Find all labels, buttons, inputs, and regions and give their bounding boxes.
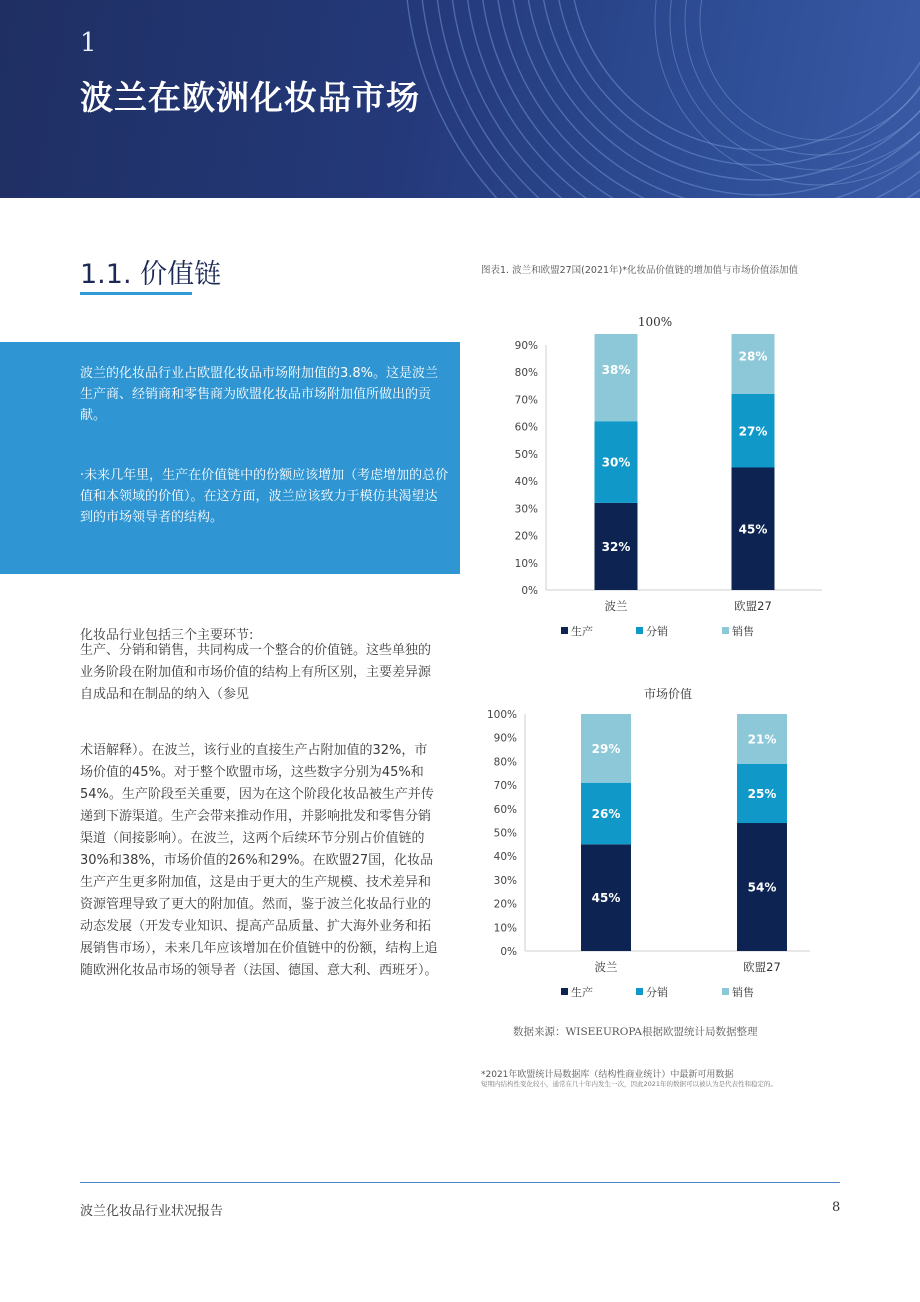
y-tick-label: 50% [493, 827, 517, 840]
bar-data-label: 26% [591, 807, 621, 822]
figure-caption: 图表1. 波兰和欧盟27国(2021年)*化妆品价值链的增加值与市场价值添加值 [481, 265, 799, 276]
bar-segment-2 [732, 334, 775, 394]
section-title: 1.1. 价值链 [80, 259, 222, 290]
bar-data-label: 45% [738, 522, 768, 537]
distribution-swatch [636, 988, 643, 995]
y-tick-label: 60% [493, 803, 517, 816]
chart1-title: 100% [637, 315, 673, 329]
y-tick-label: 90% [514, 340, 538, 352]
y-tick-label: 70% [493, 780, 517, 793]
chart2-container [480, 704, 840, 983]
y-tick-label: 70% [514, 394, 538, 407]
footer-report-title: 波兰化妆品行业状况报告 [80, 1204, 224, 1219]
chart2-legend-distribution [636, 984, 668, 1000]
y-tick-label: 50% [514, 448, 538, 461]
chart1-legend-sales [722, 623, 754, 639]
body-paragraph-3: 术语解释）。在波兰，该行业的直接生产占附加值的32%，市场价值的45%。对于整个欧盟市场，这些数字分别为45%和54%。生产阶段至关重要，因为在这个阶段化妆品被生产并传递到下游渠道。生产会带来推动作用，并影响批发和零售分销渠道（间接影响）。在波兰，这两个后续环节分别占价值链的30%和38%，市场价值的26%和29%。在欧盟27国，化妆品生产产生更多附加值，这是由于更大的生产规模、技术差异和资源管理导致了更大的附加值。然而，鉴于波兰化妆品行业的动态发展（开发专业知识、提高产品质量、扩大海外业务和拓展销售市场），未来几年应该增加在价值链中的份额，结构上追随欧洲化妆品市场的领导者（法国、德国、意大利、西班牙）。 [80, 743, 438, 978]
chapter-title: 波兰在欧洲化妆品市场 [80, 78, 420, 117]
y-tick-label: 30% [493, 874, 517, 887]
y-tick-label: 80% [493, 756, 517, 769]
bar-data-label: 30% [601, 455, 631, 470]
chart1-container [480, 334, 840, 618]
highlight-paragraph-1: 波兰的化妆品行业占欧盟化妆品市场附加值的3.8%。这是波兰生产商、经销商和零售商为欧盟化妆品市场附加值所做出的贡献。 [80, 366, 439, 423]
page-number: 8 [832, 1200, 841, 1215]
y-tick-label: 20% [493, 898, 517, 911]
distribution-swatch [636, 627, 643, 634]
chart2-legend-sales [722, 984, 754, 1000]
footnote-1: *2021年欧盟统计局数据库（结构性商业统计）中最新可用数据 [481, 1070, 734, 1080]
x-category-label: 欧盟27 [743, 960, 781, 974]
sales-swatch [722, 627, 729, 634]
body-paragraph-1: 化妆品行业包括三个主要环节: [80, 628, 254, 643]
y-tick-label: 10% [514, 557, 538, 570]
bar-data-label: 28% [738, 349, 768, 364]
production-swatch [561, 627, 568, 634]
y-tick-label: 40% [514, 476, 538, 489]
y-tick-label: 10% [493, 922, 517, 935]
bar-data-label: 38% [601, 363, 631, 377]
chart2-legend-production-label: 生产 [571, 986, 593, 999]
chart1-legend-production-label: 生产 [571, 625, 593, 638]
bar-data-label: 32% [601, 539, 631, 554]
chart1-legend-production [561, 623, 593, 639]
y-tick-label: 30% [514, 503, 538, 516]
chart2-legend-distribution-label: 分销 [646, 986, 668, 999]
footer-rule [80, 1182, 840, 1183]
highlight-paragraph-2: ·未来几年里，生产在价值链中的份额应该增加（考虑增加的总价值和本领域的价值）。在这方面，波兰应该致力于模仿其渴望达到的市场领导者的结构。 [80, 468, 449, 525]
bar-data-label: 27% [738, 424, 768, 439]
chart1-legend-distribution [636, 623, 668, 639]
sales-swatch [722, 988, 729, 995]
figure-source: 数据来源：WISEEUROPA根据欧盟统计局数据整理 [513, 1026, 758, 1038]
y-tick-label: 0% [500, 946, 517, 958]
production-swatch [561, 988, 568, 995]
bar-data-label: 54% [747, 880, 777, 895]
bar-data-label: 29% [591, 741, 621, 756]
y-tick-label: 100% [486, 709, 517, 721]
chapter-banner [0, 0, 920, 198]
bar-data-label: 25% [747, 786, 777, 801]
chart1-legend-distribution-label: 分销 [646, 625, 668, 638]
chart2-legend-production [561, 984, 593, 1000]
chart2-title: 市场价值 [643, 687, 692, 701]
x-category-label: 波兰 [594, 960, 618, 974]
x-category-label: 欧盟27 [734, 599, 772, 613]
bar-segment-2 [595, 334, 638, 421]
section-title-underline [80, 292, 192, 295]
y-tick-label: 20% [514, 530, 538, 543]
y-tick-label: 90% [493, 732, 517, 745]
bar-data-label: 45% [591, 891, 621, 906]
y-tick-label: 60% [514, 421, 538, 434]
chapter-number: 1 [80, 28, 97, 58]
chart1-svg [480, 334, 840, 614]
chart2-legend-sales-label: 销售 [732, 986, 754, 999]
y-tick-label: 40% [493, 851, 517, 864]
bar-data-label: 21% [747, 732, 777, 747]
footnote-2: 短期内结构性变化较小，通常在几十年内发生一次，因此2021年的数据可以被认为是代表性和稳定的。 [481, 1080, 778, 1088]
y-tick-label: 0% [521, 585, 538, 597]
chart1-legend-sales-label: 销售 [732, 625, 754, 638]
body-paragraph-2: 生产、分销和销售，共同构成一个整合的价值链。这些单独的业务阶段在附加值和市场价值的结构上有所区别，主要差异源自成品和在制品的纳入（参见 [80, 643, 432, 702]
y-tick-label: 80% [514, 367, 538, 380]
x-category-label: 波兰 [604, 599, 628, 613]
chart2-svg [480, 704, 840, 979]
